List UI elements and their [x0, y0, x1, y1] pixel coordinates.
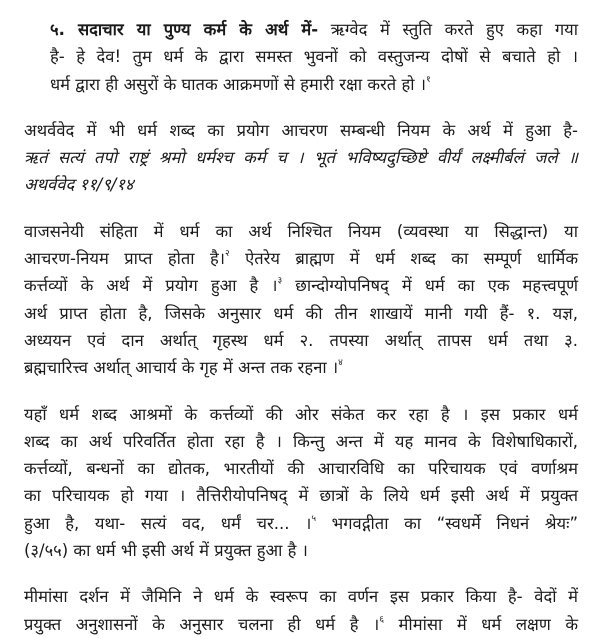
text-run: वाजसनेयी संहिता में धर्म का अर्थ निश्चित नियम (व्यवस्था या सिद्धान्त) या [24, 221, 578, 241]
text-run: मीमांसा में धर्म लक्षण के [384, 614, 579, 634]
text-run: यहाँ धर्म शब्द आश्रमों के कर्त्तव्यों की ओर संकेत कर रहा है । इस प्रकार धर्म [24, 404, 578, 424]
text-line [24, 117, 578, 144]
text-line [24, 455, 578, 482]
text-line [24, 43, 578, 70]
text-run: आचरण-नियम प्राप्त होता है। [24, 249, 225, 269]
text-run: है- हे देव! तुम धर्म के द्वारा समस्त भुवनों को वस्तुजन्य दोषों से बचाते हो । [50, 47, 578, 67]
text-run: का परिचायक हो गया । तैत्तिरीयोपनिषद् में छात्रों के लिये धर्म इसी अर्थ में प्रयुक्त [24, 486, 578, 506]
paragraph [24, 117, 578, 199]
text-line [24, 71, 578, 98]
footnote-marker: २ [225, 249, 230, 260]
text-run: ब्रह्मचारित्त्व अर्थात् आचार्य के गृह में अन्त तक रहना । [24, 358, 339, 378]
text-line [24, 354, 578, 381]
text-line [24, 16, 578, 43]
text-line [24, 272, 578, 299]
text-run: छान्दोग्योपनिषद् में धर्म का एक महत्त्वपूर्ण [282, 276, 578, 296]
text-run: अथर्ववेद में भी धर्म शब्द का प्रयोग आचरण सम्बन्धी नियम के अर्थ में हुआ है- [24, 120, 578, 140]
text-line [24, 428, 578, 455]
text-line [24, 144, 578, 171]
text-run: मीमांसा दर्शन में जैमिनि ने धर्म के स्वरूप का वर्णन इस प्रकार किया है- वेदों में [24, 587, 578, 607]
text-run: भगवद्गीता का “स्वधर्मे निधनं श्रेयः” [316, 513, 578, 533]
text-line [24, 482, 578, 509]
text-run: हुआ है, यथा- सत्यं वद, धर्मं चर... । [24, 513, 312, 533]
text-run: कर्त्तव्यों, बन्धनों का द्योतक, भारतीयों की आचारविधि का परिचायक एवं वर्णाश्रम [24, 459, 578, 479]
text-line [24, 583, 578, 610]
text-run: प्रयुक्त अनुशासनों के अनुसार चलना ही धर्म है । [24, 614, 380, 634]
text-line [24, 245, 578, 272]
text-run: अध्ययन एवं दान अर्थात् गृहस्थ धर्म २. तपस्या अर्थात् तापस धर्म तथा ३. [24, 330, 578, 350]
footnote-marker: ३ [277, 276, 283, 287]
text-line [24, 611, 578, 638]
text-line [24, 218, 578, 245]
footnote-marker: ५ [311, 513, 317, 524]
text-line [24, 171, 578, 198]
quotation: अथर्ववेद ११/९/१४ [24, 175, 134, 195]
paragraph [24, 218, 578, 382]
text-run: धर्म द्वारा ही असुरों के घातक आक्रमणों से हमारी रक्षा करते हो । [50, 74, 426, 94]
text-line [24, 401, 578, 428]
text-line [24, 327, 578, 354]
text-line [24, 300, 578, 327]
text-run: (३/५५) का धर्म भी इसी अर्थ में प्रयुक्त हुआ है । [24, 541, 308, 561]
text-run: अर्थ प्राप्त होता है, जिसके अनुसार धर्म की तीन शाखायें मानी गयी हैं- १. यज्ञ, [24, 303, 578, 323]
footnote-marker: ६ [379, 614, 384, 625]
text-line [24, 537, 578, 564]
text-line [24, 510, 578, 537]
section-heading: ५. सदाचार या पुण्य कर्म के अर्थ में- [50, 20, 319, 39]
text-run: शब्द का अर्थ परिवर्तित होता रहा है । किन्तु अन्त में यह मानव के विशेषाधिकारों, [24, 431, 578, 451]
quotation: ऋतं सत्यं तपो राष्ट्रं श्रमो धर्मश्च कर्म च । भूतं भविष्यदुच्छिष्टे वीर्यं लक्ष्मीर्बलं जले ॥ [24, 148, 578, 168]
text-run: ऋग्वेद में स्तुति करते हुए कहा गया [318, 20, 579, 39]
paragraph [24, 583, 578, 638]
text-run: कर्त्तव्यों के अर्थ में प्रयोग हुआ है । [24, 276, 278, 296]
text-run: ऐतरेय ब्राह्मण में धर्म शब्द का सम्पूर्ण धार्मिक [229, 249, 579, 269]
paragraph [24, 401, 578, 565]
paragraph [24, 16, 578, 98]
footnote-marker: १ [425, 74, 431, 85]
footnote-marker: ४ [338, 358, 343, 369]
